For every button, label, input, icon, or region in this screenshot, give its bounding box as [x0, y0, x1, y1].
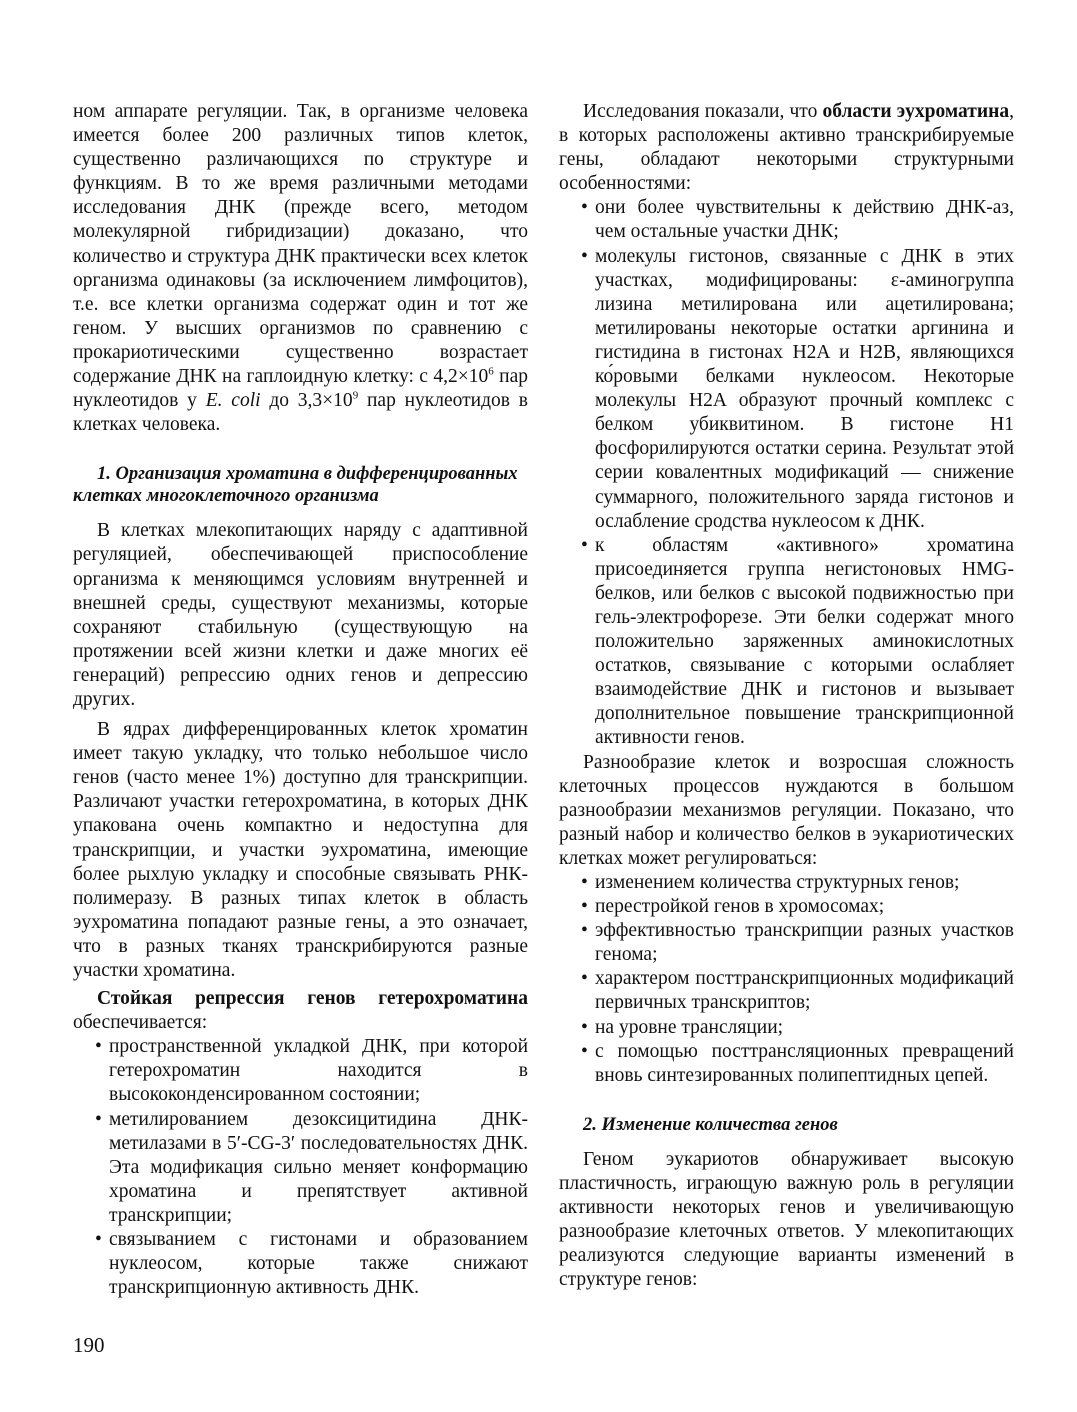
right-paragraph-1: Исследования показали, что области эухроматина, в которых расположены активно транскрибируемые гены, обладают некоторыми структурными особенностями: [559, 101, 1014, 195]
right-paragraph-3: Геном эукариотов обнаруживает высокую пластичность, играющую важную роль в регуляции активности некоторых генов и увеличивающую разнообразие клеточных ответов. У млекопитающих реализуются следующие варианты изменений в структуре генов: [559, 1148, 1014, 1291]
left-paragraph-1: ном аппарате регуляции. Так, в организме человека имеется более 200 различных типов клеток, существенно различающихся по структуре и функциям. В то же время различными методами исследования ДНК (прежде всего, методом молекулярной гибридизации) доказано, что количество и структура ДНК практически всех клеток организма одинаковы (за исключением лимфоцитов), т.е. все клетки организма содержат один и тот же геном. У высших организмов по сравнению с прокариотическими существенно возрастает содержание ДНК на гаплоидную клетку: с $4,2\times 10^6$ пар нуклеотидов у E. coli до $3,3\times 10^9$ пар нуклеотидов в клетках человека. [73, 101, 529, 436]
left-bullet-list [73, 1035, 528, 1300]
list-item: • молекулы гистонов, связанные с ДНК в этих участках, модифицированы: ε-аминогруппа лизина метилирована или ацетилирована; метилированы некоторые остатки аргинина и гистидина в гистонах H2A и H2B, являющихся ко́ровыми белками нуклеосом. Некоторые молекулы H2A образуют прочный комплекс с белком убиквитином. В гистоне H1 фосфорилируются остатки серина. Результат этой серии ковалентных модификаций — снижение суммарного, положительного заряда гистонов и ослабление сродства нуклеосом к ДНК. [581, 245, 1014, 532]
right-bullet-list-1 [559, 196, 1014, 750]
right-paragraph-2: Разнообразие клеток и возросшая сложность клеточных процессов нуждаются в большом разнообразии механизмов регуляции. Показано, что разный набор и количество белков в эукариотических клетках может регулироваться: [559, 751, 1014, 869]
section-heading-1: 1. Организация хроматина в дифференцированных клетках многоклеточного организма [73, 464, 518, 507]
list-item: • к областям «активного» хроматина присоединяется группа негистоновых HMG-белков, или белков с высокой подвижностью при гель-электрофорезе. Эти белки содержат много положительно заряженных аминокислотных остатков, связывание с которыми ослабляет взаимодействие ДНК и гистонов и вызывает дополнительное повышение транскрипционной активности генов. [581, 534, 1014, 749]
list-item: • пространственной укладкой ДНК, при которой гетерохроматин находится в высококонденсированном состоянии; [95, 1036, 528, 1106]
left-paragraph-3: В ядрах дифференцированных клеток хроматин имеет такую укладку, что только небольшое число генов (часто менее 1%) доступно для транскрипции. Различают участки гетерохроматина, в которых ДНК упакована очень компактно и недоступна для транскрипции, и участки эухроматина, имеющие более рыхлую укладку и способные связывать РНК-полимеразу. В разных типах клеток в область эухроматина попадают разные гены, а это означает, что в разных тканях транскрибируются разные участки хроматина. [73, 719, 528, 981]
list-item: • на уровне трансляции; [581, 1016, 784, 1038]
list-item: • они более чувствительны к действию ДНК-аз, чем остальные участки ДНК; [581, 197, 1014, 243]
right-column [559, 100, 1014, 1292]
list-item: • изменением количества структурных генов; [581, 872, 960, 893]
list-item: • метилированием дезоксицитидина ДНК-метилазами в 5′-CG-3′ последовательностях ДНК. Эта модификация сильно меняет конформацию хроматина и препятствует активной транскрипции; [95, 1108, 528, 1226]
left-column [73, 100, 528, 1300]
page-number: 190 [73, 1333, 105, 1357]
list-item: • связыванием с гистонами и образованием нуклеосом, которые также снижают транскрипционную активность ДНК. [95, 1229, 528, 1299]
list-item: • перестройкой генов в хромосомах; [581, 896, 885, 918]
list-item: • эффективностью транскрипции разных участков генома; [581, 920, 1014, 966]
list-item: • с помощью посттрансляционных превращений вновь синтезированных полипептидных цепей. [581, 1040, 1014, 1086]
section-heading-2: 2. Изменение количества генов [583, 1114, 838, 1135]
left-paragraph-4: Стойкая репрессия генов гетерохроматина обеспечивается: [73, 988, 528, 1034]
right-bullet-list-2 [559, 871, 1014, 1088]
left-paragraph-2: В клетках млекопитающих наряду с адаптивной регуляцией, обеспечивающей приспособление организма к меняющимся условиям внутренней и внешней среды, существуют механизмы, которые сохраняют стабильную (существующую на протяжении всей жизни клетки и даже многих её генераций) репрессию одних генов и депрессию других. [73, 520, 528, 710]
list-item: • характером посттранскрипционных модификаций первичных транскриптов; [581, 968, 1014, 1014]
